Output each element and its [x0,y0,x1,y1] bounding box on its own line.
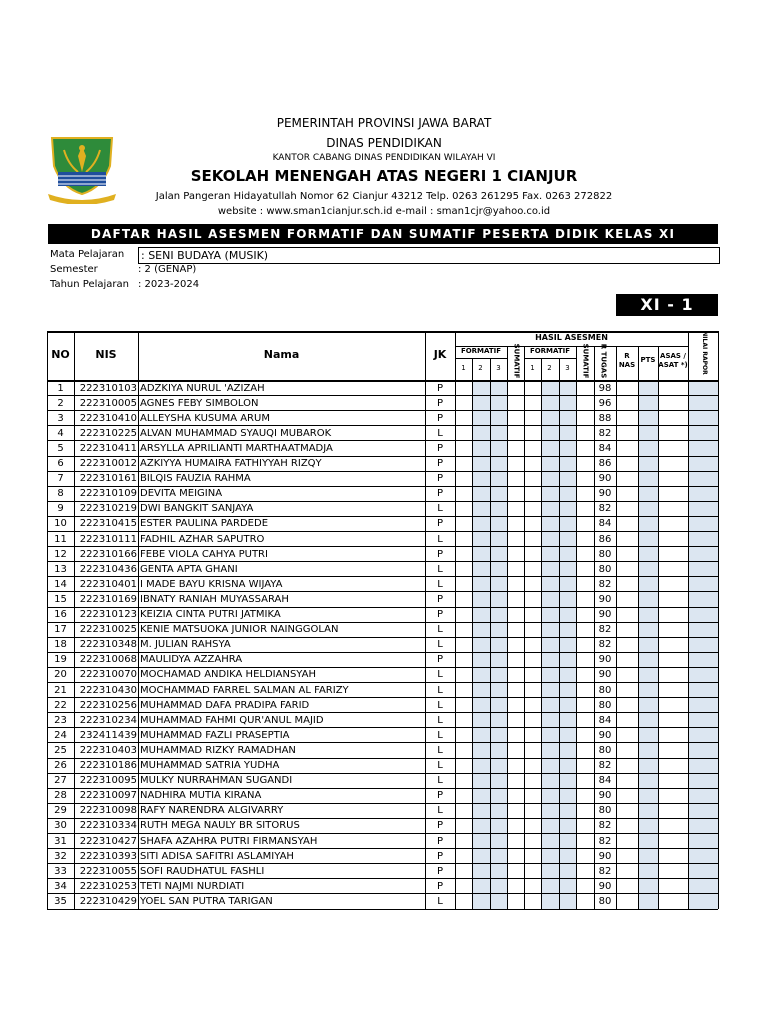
row-no: 9 [57,503,64,515]
row-jk: P [436,593,444,605]
row-nis: 222310411 [79,442,137,454]
row-nis: 222310334 [79,820,137,832]
row-nis: 222310055 [79,865,137,877]
row-no: 33 [54,865,67,877]
row-nama: MOCHAMAD ANDIKA HELDIANSYAH [140,669,316,681]
header-subcolumn: 2 [478,364,483,372]
row-nama: NADHIRA MUTIA KIRANA [140,790,262,802]
row-r-tugas: 82 [598,578,612,590]
table-vline [507,346,508,909]
row-no: 35 [54,895,67,907]
year-label: Tahun Pelajaran [50,279,129,290]
row-nama: GENTA APTA GHANI [140,563,238,575]
row-nama: AZKIYYA HUMAIRA FATHIYYAH RIZQY [140,458,322,469]
row-nis: 222310429 [79,895,137,907]
table-vline [658,346,659,909]
row-no: 10 [54,518,67,530]
row-jk: L [437,775,443,787]
row-r-tugas: 98 [598,382,612,394]
row-r-tugas: 96 [598,397,612,409]
row-r-tugas: 82 [598,639,612,651]
row-jk: P [436,442,444,454]
row-r-tugas: 84 [598,775,612,787]
row-no: 32 [54,850,67,862]
subject-label: Mata Pelajaran [50,249,125,260]
row-nis: 222310348 [79,639,137,651]
row-no: 28 [54,790,67,802]
row-r-tugas: 80 [598,684,612,696]
table-vline [718,331,719,909]
header-department: DINAS PENDIDIKAN [326,136,442,150]
row-r-tugas: 80 [598,744,612,756]
row-nama: MUHAMMAD FAZLI PRASEPTIA [140,729,290,741]
table-vline [524,346,525,909]
subject-value: : SENI BUDAYA (MUSIK) [138,247,720,264]
class-badge: XI - 1 [616,294,718,316]
row-jk: P [436,382,444,394]
row-nis: 222310169 [79,593,137,605]
row-nis: 222310186 [79,760,137,771]
row-no: 30 [54,820,67,832]
row-nama: MUHAMMAD DAFA PRADIPA FARID [140,699,310,711]
header-r-tugas: R TUGAS [599,343,608,379]
row-r-tugas: 82 [598,624,612,636]
row-nis: 222310098 [79,805,137,817]
row-r-tugas: 80 [598,805,612,817]
header-school-name: SEKOLAH MENENGAH ATAS NEGERI 1 CIANJUR [190,167,578,185]
row-jk: P [436,458,444,469]
row-nis: 222310436 [79,563,137,575]
row-nama: MUHAMMAD FAHMI QUR'ANUL MAJID [140,714,324,726]
row-jk: L [437,699,443,711]
header-formatif-1: FORMATIF [460,347,502,355]
table-vline [688,331,689,909]
row-jk: L [437,760,443,771]
header-hasil-asesmen: HASIL ASESMEN [535,333,608,342]
row-no: 15 [54,593,67,605]
row-nama: FEBE VIOLA CAHYA PUTRI [140,548,268,560]
header-r-nas: R NAS [618,352,636,369]
row-jk: P [436,488,444,500]
row-no: 26 [54,760,67,771]
row-r-tugas: 90 [598,488,612,500]
row-jk: L [437,684,443,696]
empty-grade-column [688,380,718,909]
row-nis: 222310234 [79,714,137,726]
row-nama: AGNES FEBY SIMBOLON [140,397,259,409]
row-nama: YOEL SAN PUTRA TARIGAN [140,895,273,907]
row-jk: P [436,850,444,862]
row-nama: DWI BANGKIT SANJAYA [140,503,254,515]
row-nis: 222310070 [79,669,137,681]
row-jk: L [437,578,443,590]
row-nis: 222310253 [79,880,137,892]
row-jk: P [436,609,444,620]
row-nama: DEVITA MEIGINA [140,488,223,500]
row-nis: 222310068 [79,654,137,666]
row-nama: SHAFA AZAHRA PUTRI FIRMANSYAH [140,835,318,847]
header-pts: PTS [640,356,656,364]
row-nis: 232411439 [79,729,137,741]
row-jk: L [437,624,443,636]
row-no: 1 [57,382,64,394]
row-no: 23 [54,714,67,726]
row-jk: L [437,895,443,907]
table-vline [74,331,75,909]
header-subcolumn: 3 [496,364,501,372]
row-nama: ESTER PAULINA PARDEDE [140,518,269,530]
row-nama: SITI ADISA SAFITRI ASLAMIYAH [140,850,294,862]
row-r-tugas: 82 [598,820,612,832]
row-nis: 222310095 [79,775,137,787]
row-no: 5 [57,442,64,454]
row-jk: P [436,473,444,485]
row-no: 31 [54,835,67,847]
row-nis: 222310012 [79,458,137,469]
document-title-banner: DAFTAR HASIL ASESMEN FORMATIF DAN SUMATIF PESERTA DIDIK KELAS XI [48,224,718,244]
row-jk: P [436,790,444,802]
table-hline [455,358,507,359]
row-no: 2 [57,397,64,409]
row-no: 8 [57,488,64,500]
table-hline [524,358,576,359]
row-nis: 222310103 [79,382,137,394]
row-r-tugas: 90 [598,790,612,802]
row-nama: RAFY NARENDRA ALGIVARRY [140,805,284,817]
row-jk: P [436,548,444,560]
row-nis: 222310166 [79,548,137,560]
row-r-tugas: 90 [598,593,612,605]
row-no: 13 [54,563,67,575]
row-r-tugas: 80 [598,563,612,575]
row-no: 34 [54,880,67,892]
row-no: 14 [54,578,67,590]
table-vline [616,346,617,909]
row-nama: M. JULIAN RAHSYA [140,639,231,651]
row-jk: L [437,729,443,741]
row-r-tugas: 90 [598,609,612,620]
row-no: 20 [54,669,67,681]
year-value: : 2023-2024 [138,279,200,290]
table-vline [638,346,639,909]
row-nis: 222310256 [79,699,137,711]
row-nis: 222310219 [79,503,137,515]
row-nis: 222310005 [79,397,137,409]
row-jk: P [436,820,444,832]
row-nama: TETI NAJMI NURDIATI [140,880,245,892]
row-no: 24 [54,729,67,741]
row-nama: FADHIL AZHAR SAPUTRO [140,533,265,545]
row-nama: MULKY NURRAHMAN SUGANDI [140,775,293,787]
row-r-tugas: 90 [598,473,612,485]
empty-grade-column [490,380,507,909]
row-nama: MUHAMMAD RIZKY RAMADHAN [140,744,296,756]
row-nis: 222310109 [79,488,137,500]
row-r-tugas: 88 [598,412,612,424]
row-jk: L [437,714,443,726]
row-jk: P [436,865,444,877]
row-jk: P [436,397,444,409]
row-jk: L [437,805,443,817]
row-no: 19 [54,654,67,666]
row-jk: L [437,669,443,681]
row-jk: P [436,880,444,892]
table-vline [138,331,139,909]
row-no: 18 [54,639,67,651]
header-subcolumn: 1 [461,364,466,372]
row-nama: SOFI RAUDHATUL FASHLI [140,865,265,877]
row-nis: 222310430 [79,684,137,696]
row-nama: KENIE MATSUOKA JUNIOR NAINGGOLAN [140,624,339,636]
row-nis: 222310161 [79,473,137,485]
row-jk: L [437,563,443,575]
row-nama: I MADE BAYU KRISNA WIJAYA [140,578,283,590]
row-r-tugas: 84 [598,442,612,454]
row-r-tugas: 82 [598,865,612,877]
row-no: 27 [54,775,67,787]
header-address: Jalan Pangeran Hidayatullah Nomor 62 Cianjur 43212 Telp. 0263 261295 Fax. 0263 272822 [155,191,613,202]
row-jk: L [437,427,443,439]
header-sumatif-2: SUMATIF [581,343,590,379]
header-sumatif-1: SUMATIF [512,343,521,379]
table-vline [455,331,456,909]
row-no: 22 [54,699,67,711]
row-nama: MAULIDYA AZZAHRA [140,654,243,666]
row-nama: KEIZIA CINTA PUTRI JATMIKA [140,609,281,620]
row-no: 4 [57,427,64,439]
row-nama: MUHAMMAD SATRIA YUDHA [140,760,280,771]
header-nilai-rapor: NILAI RAPOR [701,331,708,375]
row-r-tugas: 90 [598,654,612,666]
row-nis: 222310393 [79,850,137,862]
row-jk: P [436,412,444,424]
row-r-tugas: 84 [598,518,612,530]
semester-value: : 2 (GENAP) [138,264,197,275]
row-nis: 222310403 [79,744,137,756]
row-no: 11 [54,533,67,545]
header-subcolumn: 1 [530,364,535,372]
row-nis: 222310025 [79,624,137,636]
row-r-tugas: 80 [598,895,612,907]
row-r-tugas: 80 [598,548,612,560]
header-branch-office: KANTOR CABANG DINAS PENDIDIKAN WILAYAH VI [272,153,496,163]
row-r-tugas: 80 [598,699,612,711]
row-nama: RUTH MEGA NAULY BR SITORUS [140,820,300,832]
row-jk: L [437,533,443,545]
row-no: 21 [54,684,67,696]
empty-grade-column [541,380,559,909]
row-nis: 222310111 [79,533,137,545]
row-no: 17 [54,624,67,636]
row-nis: 222310123 [79,609,137,620]
row-no: 16 [54,609,67,620]
row-r-tugas: 84 [598,714,612,726]
row-nis: 222310427 [79,835,137,847]
row-jk: P [436,654,444,666]
header-province: PEMERINTAH PROVINSI JAWA BARAT [276,116,492,130]
row-r-tugas: 90 [598,729,612,741]
row-r-tugas: 82 [598,835,612,847]
row-jk: L [437,503,443,515]
row-jk: P [436,835,444,847]
row-nis: 222310225 [79,427,137,439]
row-nis: 222310415 [79,518,137,530]
header-asas: ASAS / ASAT *) [658,352,688,369]
row-r-tugas: 82 [598,760,612,771]
row-nama: IBNATY RANIAH MUYASSARAH [140,593,289,605]
row-nama: ALVAN MUHAMMAD SYAUQI MUBAROK [140,427,332,439]
header-jk: JK [433,348,447,361]
row-r-tugas: 90 [598,850,612,862]
row-nama: ADZKIYA NURUL 'AZIZAH [140,382,265,394]
header-nis: NIS [95,348,117,361]
empty-grade-column [559,380,576,909]
row-nama: MOCHAMMAD FARREL SALMAN AL FARIZY [140,684,349,696]
row-r-tugas: 82 [598,503,612,515]
row-r-tugas: 86 [598,458,612,469]
row-r-tugas: 90 [598,880,612,892]
row-no: 29 [54,805,67,817]
row-jk: P [436,518,444,530]
row-nis: 222310097 [79,790,137,802]
row-nis: 222310401 [79,578,137,590]
row-r-tugas: 90 [598,669,612,681]
row-no: 6 [57,458,64,469]
row-jk: L [437,639,443,651]
row-r-tugas: 82 [598,427,612,439]
row-nama: ALLEYSHA KUSUMA ARUM [140,412,270,424]
empty-grade-column [638,380,658,909]
row-no: 25 [54,744,67,756]
header-subcolumn: 3 [565,364,570,372]
row-no: 12 [54,548,67,560]
header-nama: Nama [263,348,300,361]
row-nama: BILQIS FAUZIA RAHMA [140,473,251,485]
row-nama: ARSYLLA APRILIANTI MARTHAATMADJA [140,442,333,454]
row-jk: L [437,744,443,756]
semester-label: Semester [50,264,98,275]
row-no: 3 [57,412,64,424]
empty-grade-column [472,380,490,909]
row-no: 7 [57,473,64,485]
table-vline [576,346,577,909]
header-subcolumn: 2 [547,364,552,372]
row-nis: 222310410 [79,412,137,424]
header-formatif-2: FORMATIF [529,347,571,355]
row-r-tugas: 86 [598,533,612,545]
header-no: NO [51,348,70,361]
header-website: website : www.sman1cianjur.sch.id e-mail : sman1cjr@yahoo.co.id [217,206,551,217]
